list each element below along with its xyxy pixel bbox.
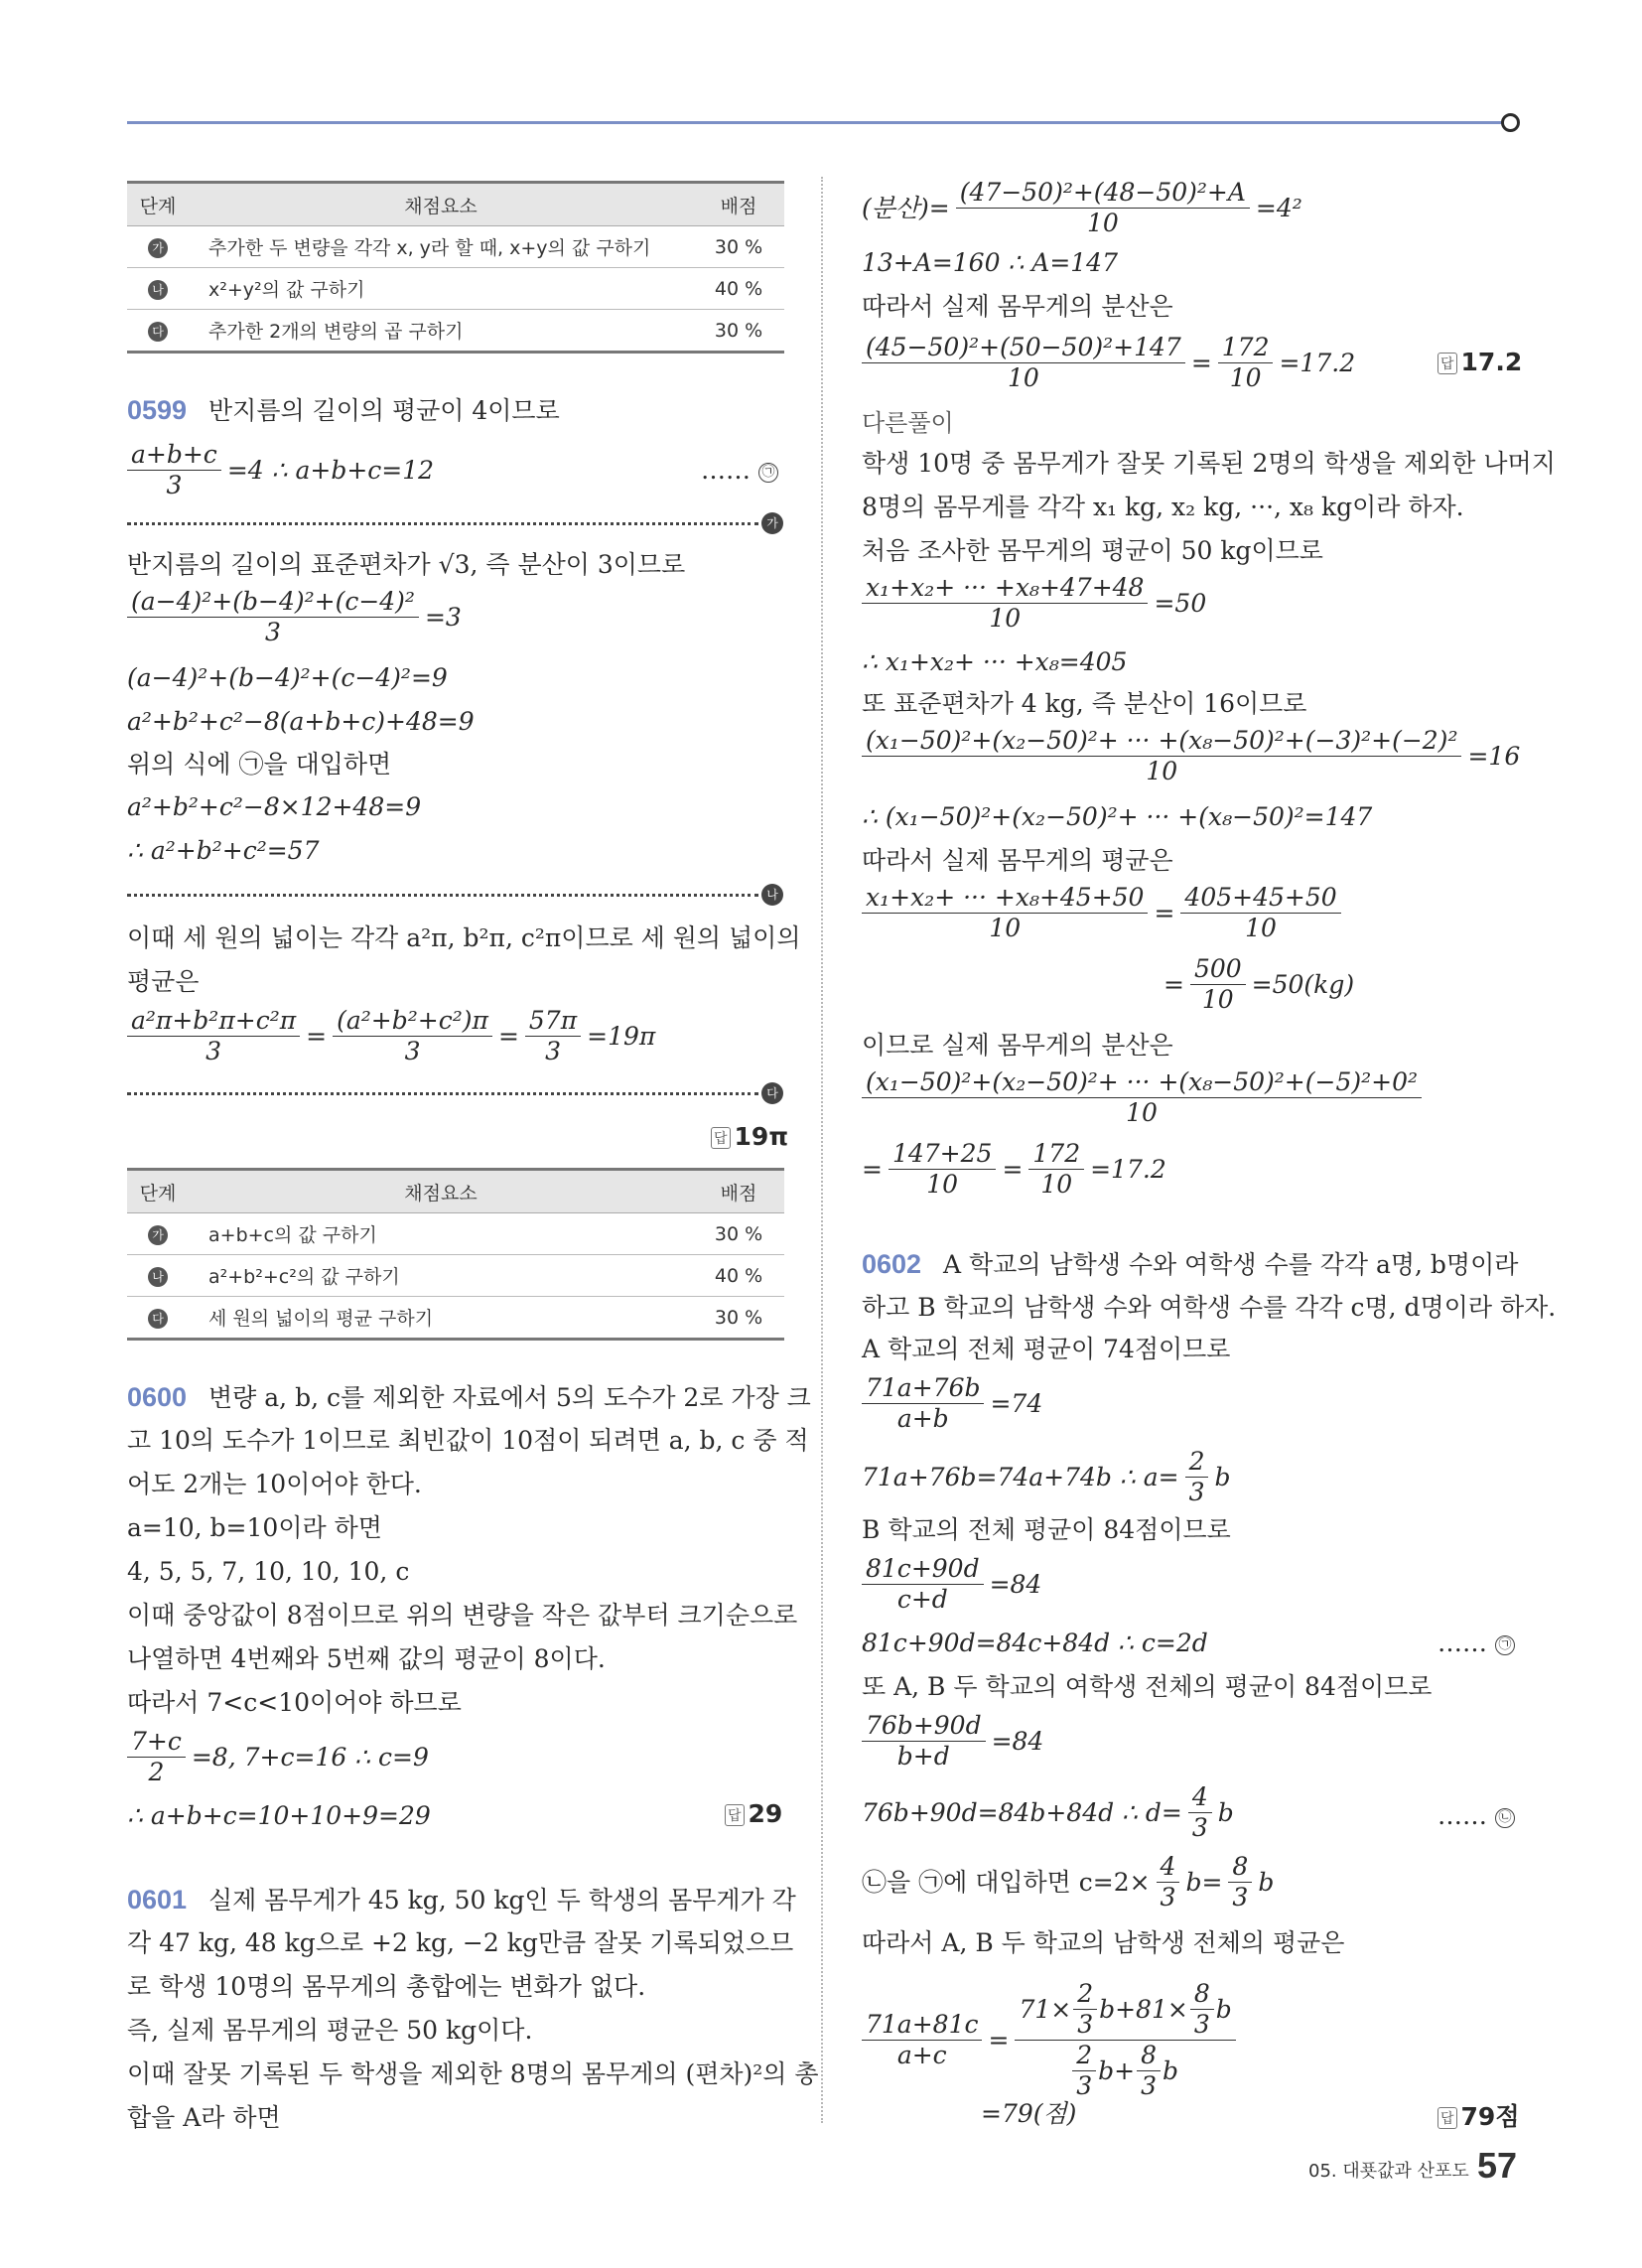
eq-rest: =4 ∴ a+b+c=12 (226, 455, 435, 485)
text-line: 즉, 실제 몸무게의 평균은 50 kg이다. (127, 2016, 533, 2045)
eq-mean (127, 441, 434, 499)
numerator: 147+25 (889, 1140, 996, 1170)
fraction (1028, 1140, 1084, 1199)
answer-0601 (1437, 348, 1522, 376)
dots-text: …… (1437, 1801, 1487, 1830)
text-line: a=10, b=10이라 하면 (127, 1513, 382, 1542)
step-mark: 다 (148, 322, 168, 342)
answer-0602 (1437, 2097, 1519, 2133)
numerator: a+b+c (127, 441, 221, 471)
text-line: 따라서 A, B 두 학교의 남학생 전체의 평균은 (862, 1928, 1345, 1957)
tag-circle: ㉠ (758, 463, 778, 483)
fraction (1218, 334, 1274, 392)
criteria-cell: 추가한 두 변량을 각각 x, y라 할 때, x+y의 값 구하기 (189, 226, 693, 268)
denominator: 3 (205, 1037, 222, 1065)
eq-c (127, 1728, 429, 1786)
criteria-cell: a+b+c의 값 구하기 (189, 1213, 693, 1255)
text-line: B 학교의 전체 평균이 84점이므로 (862, 1515, 1231, 1544)
fraction (127, 1007, 300, 1065)
term: b (1215, 1994, 1232, 2024)
numerator: 500 (1190, 955, 1246, 985)
numerator: (a²+b²+c²)π (333, 1007, 492, 1037)
numerator: a²π+b²π+c²π (127, 1007, 300, 1037)
fraction (862, 884, 1148, 942)
problem-number: 0601 (127, 1885, 188, 1914)
step-mark: 다 (761, 1082, 783, 1104)
denominator (1068, 2041, 1182, 2100)
answer-0599 (711, 1122, 788, 1151)
eq-initial-variance (862, 727, 1520, 785)
criteria-cell: 세 원의 넓이의 평균 구하기 (189, 1297, 693, 1340)
text-line: 처음 조사한 몸무게의 평균이 50 kg이므로 (862, 536, 1323, 565)
fraction (862, 1555, 984, 1614)
text-line: 변량 a, b, c를 제외한 자료에서 5의 도수가 2로 가장 크 (208, 1383, 811, 1412)
term: b+ (1098, 2055, 1136, 2085)
table-row (127, 1297, 784, 1340)
denominator: 3 (1141, 2071, 1157, 2100)
problem-number: 0600 (127, 1382, 188, 1412)
step-mark: 가 (148, 238, 168, 258)
equals-sign: = (988, 2025, 1010, 2055)
table-row (127, 310, 784, 353)
denominator: 3 (1076, 2071, 1093, 2100)
table-row (127, 1255, 784, 1297)
text-line: 각 47 kg, 48 kg으로 +2 kg, −2 kg만큼 잘못 기록되었으므 (127, 1928, 794, 1957)
denominator: c+d (896, 1585, 948, 1614)
answer-badge: 답 (1437, 2107, 1457, 2129)
fraction (862, 2011, 982, 2069)
fraction (862, 334, 1185, 392)
top-rule (127, 121, 1517, 124)
answer-badge: 답 (711, 1127, 731, 1149)
fraction (862, 1068, 1422, 1127)
text-line: 평균은 (127, 967, 200, 996)
eq-real-mean (862, 884, 1341, 942)
eq-rest: =84 (991, 1726, 1044, 1756)
denominator: 3 (1077, 2010, 1094, 2039)
numerator: (x₁−50)²+(x₂−50)²+ ··· +(x₈−50)²+(−3)²+(−2)² (862, 727, 1461, 757)
eq-rest: =17.2 (1090, 1154, 1166, 1184)
term: 71× (1019, 1994, 1072, 2024)
fraction (1185, 1448, 1209, 1506)
eq-tail: b (1214, 1462, 1231, 1491)
term: b (1162, 2055, 1178, 2085)
denominator: 10 (1126, 1098, 1158, 1127)
denominator: 10 (926, 1170, 959, 1199)
criteria-cell: x²+y²의 값 구하기 (189, 268, 693, 310)
fraction (1072, 2042, 1096, 2100)
fraction (862, 727, 1461, 785)
denominator: 10 (1086, 209, 1119, 237)
step-mark: 나 (148, 280, 168, 300)
denominator: 3 (404, 1037, 421, 1065)
step-mark: 가 (761, 512, 783, 534)
denominator: 10 (1040, 1170, 1073, 1199)
text-line: ∴ a²+b²+c²=57 (127, 836, 320, 865)
eq-rest: =74 (990, 1388, 1043, 1418)
text-line: =79(점) (981, 2099, 1077, 2128)
fraction (956, 179, 1250, 237)
alt-solution-label: 다른풀이 (862, 409, 954, 437)
fraction (127, 441, 221, 499)
numerator: x₁+x₂+ ··· +x₈+47+48 (862, 574, 1148, 604)
fraction (1137, 2042, 1161, 2100)
numerator: 172 (1028, 1140, 1084, 1170)
eq-real-mean-2 (1163, 955, 1354, 1014)
eq-area-mean (127, 1007, 655, 1065)
denominator: 2 (148, 1758, 165, 1786)
footer-section: 05. 대푯값과 산포도 (1308, 2161, 1469, 2182)
fraction (1190, 1980, 1214, 2039)
problem-0599-intro (127, 393, 560, 428)
eq-rest: =16 (1467, 741, 1521, 771)
fraction (1180, 884, 1340, 942)
denominator: 3 (1188, 1478, 1205, 1506)
numerator: 2 (1072, 2042, 1096, 2071)
step-mark: 가 (148, 1225, 168, 1245)
eq-rest: =50(kg) (1251, 969, 1355, 999)
eq-school-b (862, 1555, 1041, 1614)
numerator: 57π (525, 1007, 581, 1037)
denominator: b+d (896, 1742, 950, 1771)
points-cell: 30 % (693, 1213, 784, 1255)
points-cell: 30 % (693, 226, 784, 268)
denominator: a+b (896, 1404, 949, 1433)
eq-rest: =50 (1154, 588, 1207, 618)
divider (127, 894, 758, 897)
score-table-top (127, 181, 784, 354)
points-cell: 30 % (693, 1297, 784, 1340)
numerator: (x₁−50)²+(x₂−50)²+ ··· +(x₈−50)²+(−5)²+0² (862, 1068, 1422, 1098)
text-line: A 학교의 남학생 수와 여학생 수를 각각 a명, b명이라 (943, 1250, 1519, 1279)
text-line: 이때 중앙값이 8점이므로 위의 변량을 작은 값부터 크기순으로 (127, 1601, 798, 1630)
header-criteria: 채점요소 (189, 183, 693, 226)
answer-value: 19π (734, 1122, 789, 1151)
text-line: (a−4)²+(b−4)²+(c−4)²=9 (127, 663, 448, 692)
eq-prefix: (분산)= (862, 193, 950, 222)
equals-sign: = (1002, 1154, 1024, 1184)
table-row (127, 226, 784, 268)
eq-d-b (862, 1783, 1234, 1842)
points-cell: 40 % (693, 1255, 784, 1297)
divider (127, 522, 758, 525)
text-line: 따라서 실제 몸무게의 분산은 (862, 292, 1173, 321)
header-stage: 단계 (127, 1170, 189, 1213)
numerator: 8 (1228, 1853, 1252, 1883)
numerator: 8 (1137, 2042, 1161, 2071)
numerator: 4 (1188, 1783, 1212, 1813)
text-line: 또 A, B 두 학교의 여학생 전체의 평균이 84점이므로 (862, 1672, 1433, 1701)
eq-school-a (862, 1374, 1042, 1433)
text-line: 실제 몸무게가 45 kg, 50 kg인 두 학생의 몸무게가 각 (208, 1886, 796, 1914)
denominator: 10 (989, 914, 1022, 942)
eq-girls (862, 1712, 1043, 1771)
problem-0601-line1 (127, 1883, 796, 1917)
header-points: 배점 (693, 1170, 784, 1213)
numerator: (47−50)²+(48−50)²+A (956, 179, 1250, 209)
divider (127, 1092, 758, 1095)
text-line: 이때 세 원의 넓이는 각각 a²π, b²π, c²π이므로 세 원의 넓이의 (127, 923, 801, 952)
text-line: 따라서 실제 몸무게의 평균은 (862, 846, 1173, 875)
dots-text: …… (701, 456, 751, 485)
text-line: 로 학생 10명의 몸무게의 총합에는 변화가 없다. (127, 1972, 646, 2001)
text-line: 이때 잘못 기록된 두 학생을 제외한 8명의 몸무게의 (편차)²의 총 (127, 2059, 819, 2088)
text-line: A 학교의 전체 평균이 74점이므로 (862, 1335, 1231, 1363)
text-line: 고 10의 도수가 1이므로 최빈값이 10점이 되려면 a, b, c 중 적 (127, 1426, 809, 1455)
score-table-mid (127, 1168, 784, 1341)
eq-rest: =19π (587, 1021, 656, 1051)
denominator: 3 (1232, 1883, 1249, 1912)
text-line: 어도 2개는 10이어야 한다. (127, 1470, 422, 1498)
text-line: 하고 B 학교의 남학생 수와 여학생 수를 각각 c명, d명이라 하자. (862, 1293, 1557, 1322)
fraction (525, 1007, 581, 1065)
eq-real-variance-3 (862, 1140, 1166, 1199)
eq-real-variance (862, 334, 1355, 392)
fraction-compound (1015, 1980, 1235, 2100)
step-mark: 다 (148, 1309, 168, 1329)
fraction (862, 574, 1148, 633)
answer-value: 79점 (1460, 2102, 1520, 2131)
text-line: 이므로 실제 몸무게의 분산은 (862, 1031, 1173, 1060)
text-line: 81c+90d=84c+84d ∴ c=2d (862, 1629, 1208, 1657)
eq-rest: =84 (989, 1569, 1042, 1599)
term: b+81× (1099, 1994, 1188, 2024)
eq-text: 71a+76b=74a+74b ∴ a= (862, 1462, 1179, 1491)
eq-real-variance-2 (862, 1068, 1422, 1127)
denominator: 3 (265, 618, 281, 646)
fraction (862, 1712, 986, 1771)
text-line: 나열하면 4번째와 5번째 값의 평균이 8이다. (127, 1644, 606, 1673)
header-stage: 단계 (127, 183, 189, 226)
numerator: 172 (1218, 334, 1274, 363)
top-rule-dot (1501, 113, 1520, 132)
points-cell: 30 % (693, 310, 784, 353)
text-line: 학생 10명 중 몸무게가 잘못 기록된 2명의 학생을 제외한 나머지 (862, 449, 1556, 478)
denominator: 10 (1146, 757, 1178, 785)
eq-mid: b= (1185, 1867, 1223, 1897)
eq-tail: b (1258, 1867, 1275, 1897)
text-line: 4, 5, 5, 7, 10, 10, 10, c (127, 1557, 410, 1586)
text-line: 8명의 몸무게를 각각 x₁ kg, x₂ kg, ···, x₈ kg이라 하자. (862, 493, 1464, 521)
points-cell: 40 % (693, 268, 784, 310)
text-line: ∴ x₁+x₂+ ··· +x₈=405 (862, 647, 1128, 676)
eq-rest: =3 (424, 602, 462, 632)
eq-tag-b (1437, 1799, 1515, 1833)
eq-tag-1 (701, 454, 778, 488)
fraction (1073, 1980, 1097, 2039)
equals-sign: = (862, 1154, 883, 1184)
answer-value: 29 (748, 1799, 783, 1828)
numerator: 81c+90d (862, 1555, 984, 1585)
numerator: 4 (1157, 1853, 1180, 1883)
eq-tag-a (1437, 1627, 1515, 1660)
header-criteria: 채점요소 (189, 1170, 693, 1213)
step-mark: 나 (148, 1267, 168, 1287)
equals-sign: = (306, 1021, 328, 1051)
denominator: a+c (896, 2041, 947, 2069)
eq-text: 76b+90d=84b+84d ∴ d= (862, 1797, 1182, 1827)
criteria-cell: 추가한 2개의 변량의 곱 구하기 (189, 310, 693, 353)
answer-value: 17.2 (1460, 348, 1523, 376)
dots-text: …… (1437, 1629, 1487, 1657)
numerator: 405+45+50 (1180, 884, 1340, 914)
numerator: 2 (1185, 1448, 1209, 1478)
numerator: 2 (1073, 1980, 1097, 2010)
denominator: 10 (1201, 985, 1234, 1014)
fraction (333, 1007, 492, 1065)
table-row (127, 1213, 784, 1255)
numerator: 7+c (127, 1728, 186, 1758)
text-line: 반지름의 길이의 표준편차가 √3, 즉 분산이 3이므로 (127, 550, 686, 579)
fraction (1188, 1783, 1212, 1842)
denominator: 10 (989, 604, 1022, 633)
eq-rest: =17.2 (1279, 348, 1356, 377)
header-points: 배점 (693, 183, 784, 226)
text-line: 13+A=160 ∴ A=147 (862, 248, 1118, 277)
fraction (127, 588, 419, 646)
text-line: ∴ (x₁−50)²+(x₂−50)²+ ··· +(x₈−50)²=147 (862, 802, 1373, 831)
page-number: 57 (1477, 2145, 1518, 2186)
fraction (1157, 1853, 1180, 1912)
answer-0600 (725, 1799, 782, 1828)
problem-0602-line1 (862, 1247, 1518, 1282)
numerator: 76b+90d (862, 1712, 986, 1742)
eq-a-b (862, 1448, 1230, 1506)
intro-text: 반지름의 길이의 평균이 4이므로 (208, 396, 560, 425)
tag-circle: ㉡ (1495, 1808, 1515, 1828)
answer-badge: 답 (1437, 353, 1457, 374)
eq-rest: =4² (1255, 193, 1302, 222)
denominator: 3 (1193, 2010, 1210, 2039)
step-mark: 나 (761, 884, 783, 906)
equals-sign: = (1154, 898, 1175, 927)
denominator: 10 (1008, 363, 1039, 392)
problem-number: 0602 (862, 1249, 922, 1279)
fraction (889, 1140, 996, 1199)
fraction (127, 1728, 186, 1786)
text-line: 위의 식에 ㉠을 대입하면 (127, 750, 392, 779)
numerator: 71a+76b (862, 1374, 984, 1404)
text-line: 합을 A라 하면 (127, 2103, 281, 2132)
criteria-cell: a²+b²+c²의 값 구하기 (189, 1255, 693, 1297)
eq-initial-mean (862, 574, 1206, 633)
text-line: a²+b²+c²−8(a+b+c)+48=9 (127, 707, 475, 736)
fraction (1228, 1853, 1252, 1912)
table-row (127, 268, 784, 310)
text-line: 따라서 7<c<10이어야 하므로 (127, 1688, 462, 1717)
text-line: a²+b²+c²−8×12+48=9 (127, 792, 422, 821)
tag-circle: ㉠ (1495, 1635, 1515, 1655)
denominator: 3 (1191, 1813, 1208, 1842)
denominator: 3 (545, 1037, 561, 1065)
fraction (862, 1374, 984, 1433)
denominator: 3 (1160, 1883, 1176, 1912)
numerator: 71a+81c (862, 2011, 982, 2041)
text-line: ∴ a+b+c=10+10+9=29 (127, 1801, 431, 1830)
text-line: 또 표준편차가 4 kg, 즉 분산이 16이므로 (862, 689, 1307, 718)
numerator: (45−50)²+(50−50)²+147 (862, 334, 1185, 363)
eq-variance (127, 588, 462, 646)
numerator (1015, 1980, 1235, 2041)
eq-substitute (862, 1853, 1274, 1912)
equals-sign: = (497, 1021, 519, 1051)
numerator: x₁+x₂+ ··· +x₈+45+50 (862, 884, 1148, 914)
denominator: 10 (1245, 914, 1277, 942)
eq-boys-mean (862, 1980, 1236, 2100)
problem-0600-line1 (127, 1380, 811, 1415)
problem-number: 0599 (127, 395, 188, 425)
eq-variance-given (862, 179, 1302, 237)
eq-text: ㉡을 ㉠에 대입하면 c=2× (862, 1867, 1151, 1897)
answer-badge: 답 (725, 1804, 745, 1826)
equals-sign: = (1163, 969, 1184, 999)
eq-tail: b (1217, 1797, 1234, 1827)
column-divider (821, 177, 823, 2123)
numerator: 8 (1190, 1980, 1214, 2010)
fraction (1190, 955, 1246, 1014)
equals-sign: = (1190, 348, 1212, 377)
eq-rest: =8, 7+c=16 ∴ c=9 (191, 1742, 429, 1772)
numerator: (a−4)²+(b−4)²+(c−4)² (127, 588, 419, 618)
denominator: 3 (166, 471, 183, 499)
denominator: 10 (1229, 363, 1262, 392)
